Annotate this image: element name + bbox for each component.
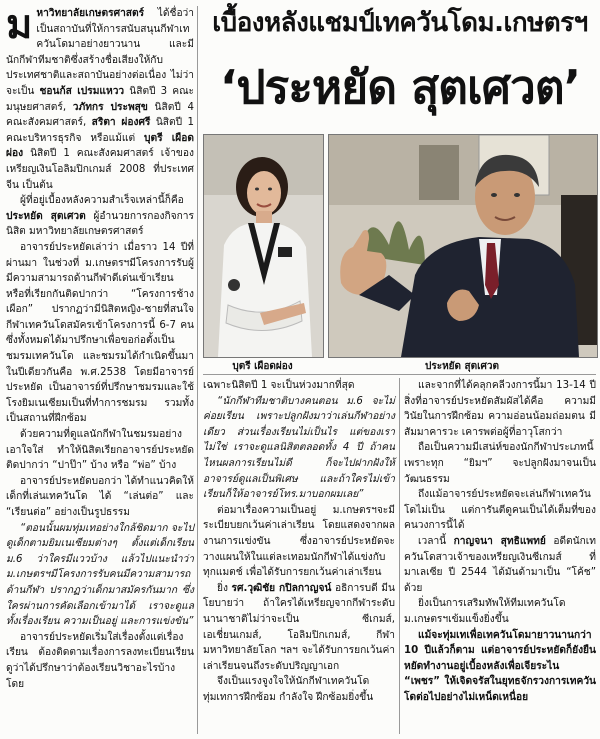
bold-name: สริตา ผ่องศรี bbox=[91, 117, 151, 129]
paragraph: อาจารย์ประหยัดเล่าว่า เมื่อราว 14 ปีที่ผ่านมา ในช่วงที่ ม.เกษตรฯมีโครงการรับผู้มีความสามารถด้านกีฬาดีเด่นเข้าเรียน หรือที่เรียกกันติดปากว่า “โครงการช้างเผือก” ปรากฏว่ามีนิสิตหญิง-ชายที่สนใจกีฬาเทควันโดสมัครเข้าโครงการนี้ 6-7 คน ซึ่งทั้งหมดได้มาปรึกษาเพื่อขอก่อตั้งเป็นชมรมเทควันโด และชมรมได้กำเนิดขึ้นมาในปีเดียวกันคือ พ.ศ.2538 โดยมีอาจารย์ประหยัด เป็นอาจารย์ที่ปรึกษาชมรมและใช้โรงยิมเนเซียมเป็นที่ทำการชมรม รวมทั้งเป็นสถานที่ฝึกซ้อม bbox=[6, 241, 194, 425]
bold-name: วภัทกร ประพสุข bbox=[72, 101, 148, 113]
paragraph: อาจารย์ประหยัดเริ่มใส่เรื่องตั้งแต่เรื่องเรียน ต้องติดตามเรื่องการลงทะเบียนเรียน ดูว่าได้ปรึกษาว่าต้องเรียนวิชาอะไรบ้าง โดย bbox=[6, 631, 194, 690]
text-run: ได้ชื่อว่าเป็นสถาบันที่ให้การสนับสนุนกีฬาเทควันโดมาอย่างยาวนาน และมีนักกีฬาทีมชาติซึ่งสร้างชื่อเสียงให้กับประเทศชาติและสถาบันอย่างต่อเนื่อง ไม่ว่าจะเป็น bbox=[6, 8, 194, 97]
director-image bbox=[329, 135, 597, 357]
paragraph: เวลานี้ กาญจนา สุทธิแพทย์ อดีตนักเทควันโดสาวเจ้าของเหรียญเงินซีเกมส์ ที่มาเลเซีย ปี 2544 ได้มันด้ามาเป็น “โค้ช” ด้วย bbox=[404, 535, 597, 594]
quote-paragraph: “ตอนนั้นผมทุ่มเทอย่างใกล้ชิดมาก จะไปดูเด็กตามยิมเนเซียมต่างๆ ตั้งแต่เด็กเรียน ม.6 ว่าใครมีแววบ้าง แล้วไปแนะนำว่า ม.เกษตรฯมีโครงการรับคนมีความสามารถด้านกีฬา ปรากฏว่าเด็กมาสมัครกันมาก ซึ่งใครผ่านการคัดเลือกเข้ามาได้ เราจะดูแลทั้งเรื่องเรียน ความเป็นอยู่ และการแข่งขัน” bbox=[6, 522, 194, 628]
paragraph: เฉพาะนิสิตปี 1 จะเป็นห่วงมากที่สุด bbox=[203, 380, 355, 391]
athlete-image bbox=[204, 135, 323, 357]
paragraph: ผู้ที่อยู่เบื้องหลังความสำเร็จเหล่านี้ก็คือ ประหยัด สุตเศวต ผู้อำนวยการกองกิจการนิสิต มหาวิทยาลัยเกษตรศาสตร์ bbox=[6, 195, 194, 238]
quote-paragraph: “นักกีฬาทีมชาติบางคนตอน ม.6 จะไม่ค่อยเรียน เพราะปลูกฝังมาว่าเล่นกีฬาอย่างเดียว ส่วนเรื่องเรียนไม่เป็นไร แต่ของเราไม่ใช่ เราจะดูแลนิสิตตลอดทั้ง 4 ปี ถ้าคนไหนผลการเรียนไม่ดี ก็จะไปฝากฝังให้อาจารย์ดูแลเป็นพิเศษ และถ้าใครไม่เข้าเรียนก็ให้อาจารย์โทร.มาบอกผมเลย” bbox=[203, 395, 395, 501]
paragraph: ด้วยความที่ดูแลนักกีฬาในชมรมอย่างเอาใจใส่ ทำให้นิสิตเรียกอาจารย์ประหยัดติดปากว่า “ปาป๊า” บ้าง หรือ “พ่อ” บ้าง bbox=[6, 429, 194, 472]
paragraph: และจากที่ได้คลุกคลีวงการนี้มา 13-14 ปี สิ่งที่อาจารย์ประหยัดสัมผัสได้คือ ความมีวินัยในการฝึกซ้อม ความอ่อนน้อมถ่อมตน มีสัมมาคารวะ เคารพต่อผู้ที่อาวุโสกว่า bbox=[404, 380, 596, 438]
paragraph: ถือเป็นความมีเสน่ห์ของนักกีฬาประเภทนี้ เพราะทุก “ยิมฯ” จะปลูกฝังมาจนเป็นวัฒนธรรม bbox=[404, 442, 596, 485]
article-column-right bbox=[404, 378, 596, 734]
paragraph: ยิ่งเป็นการเสริมทัพให้ทีมเทควันโด ม.เกษตรฯเข้มแข็งยิ่งขึ้น bbox=[404, 598, 566, 625]
paragraph: ถึงแม้อาจารย์ประหยัดจะเล่นกีฬาเทควันโดไม่เป็น แต่การันตีดูคนเป็นได้เต็มที่ของคนวงการนี้ได้ bbox=[404, 489, 596, 532]
text-run: นิสิตปี 1 คณะสังคมศาสตร์ เจ้าของเหรียญเงินโอลิมปิกเกมส์ 2008 ที่ประเทศจีน เป็นต้น bbox=[6, 148, 194, 191]
column-divider bbox=[399, 378, 400, 734]
column-divider bbox=[197, 6, 198, 734]
headline-line-2: ‘ประหยัด สุตเศวต’ bbox=[219, 60, 581, 114]
section-divider bbox=[203, 374, 596, 375]
bold-name: หาวิทยาลัยเกษตรศาสตร์ bbox=[36, 8, 145, 19]
text-run: นิสิตปี 1 คณะบริหารธุรกิจ หรือแม้แต่ bbox=[6, 117, 194, 144]
bold-name: ชอนก้ส เปรมแหวว bbox=[39, 85, 125, 97]
director-photo bbox=[328, 134, 598, 358]
paragraph: ต่อมาเรื่องความเป็นอยู่ ม.เกษตรฯจะมีระเบียบยกเว้นค่าเล่าเรียน โดยแสดงจากผลงานการแข่งขัน ซึ่งอาจารย์ประหยัดจะวางแผนให้ในแต่ละเทอมนักกีฬาได้แข่งกับทุกแมตช์ เพื่อได้รับการยกเว้นค่าเล่าเรียน bbox=[203, 504, 395, 579]
paragraph: ยิ่ง รศ.วุฒิชัย กปิลกาญจน์ อธิการบดี มีนโยบายว่า ถ้าใครได้เหรียญจากกีฬาระดับนานาชาติไม่ว่าจะเป็น ซีเกมส์, เอเชี่ยนเกมส์, โอลิมปิกเกมส์, กีฬามหาวิทยาลัยโลก ฯลฯ จะได้รับการยกเว้นค่าเล่าเรียนจนถึงระดับปริญญาเอก bbox=[203, 582, 395, 672]
athlete-photo bbox=[203, 134, 324, 358]
text-run: นิสิตปี 4 คณะสังคมศาสตร์, bbox=[6, 101, 194, 129]
paragraph: อาจารย์ประหยัดบอกว่า ได้ทำแนวคิดให้เด็กที่เล่นเทควันโด ได้ “เล่นต่อ” และ “เรียนต่อ” อย่างเป็นรูปธรรม bbox=[6, 475, 194, 518]
text-run: นิสิตปี 3 คณะมนุษยศาสตร์, bbox=[6, 85, 194, 113]
bold-name: บุตรี เผือดผ่อง bbox=[6, 132, 194, 160]
closing-paragraph: แม้จะทุ่มเทเพื่อเทควันโดมายาวนานกว่า 10 ปีแล้วก็ตาม แต่อาจารย์ประหยัดก็ยังยืนหยัดทำงานอยู่เบื้องหลังเพื่อเจียระไน “เพชร” ให้เจิดจรัสในยุทธจักรวงการเทควันโดต่อไปอย่างไม่เหน็ดเหนื่อย bbox=[404, 629, 596, 703]
article-column-left bbox=[6, 2, 194, 734]
drop-cap: ม bbox=[6, 2, 33, 48]
headline-line-1: เบื้องหลังแชมป์เทควันโดม.เกษตรฯ bbox=[212, 8, 588, 38]
article-column-middle bbox=[203, 378, 395, 734]
paragraph-intro bbox=[6, 2, 194, 193]
director-photo-caption: ประหยัด สุตเศวต bbox=[425, 361, 499, 372]
athlete-photo-caption: บุตรี เผือดผ่อง bbox=[232, 361, 293, 372]
paragraph: จึงเป็นแรงจูงใจให้นักกีฬาเทควันโด ทุ่มเทการฝึกซ้อม กำลังใจ ฝึกซ้อมยิ่งขึ้น bbox=[203, 676, 374, 703]
